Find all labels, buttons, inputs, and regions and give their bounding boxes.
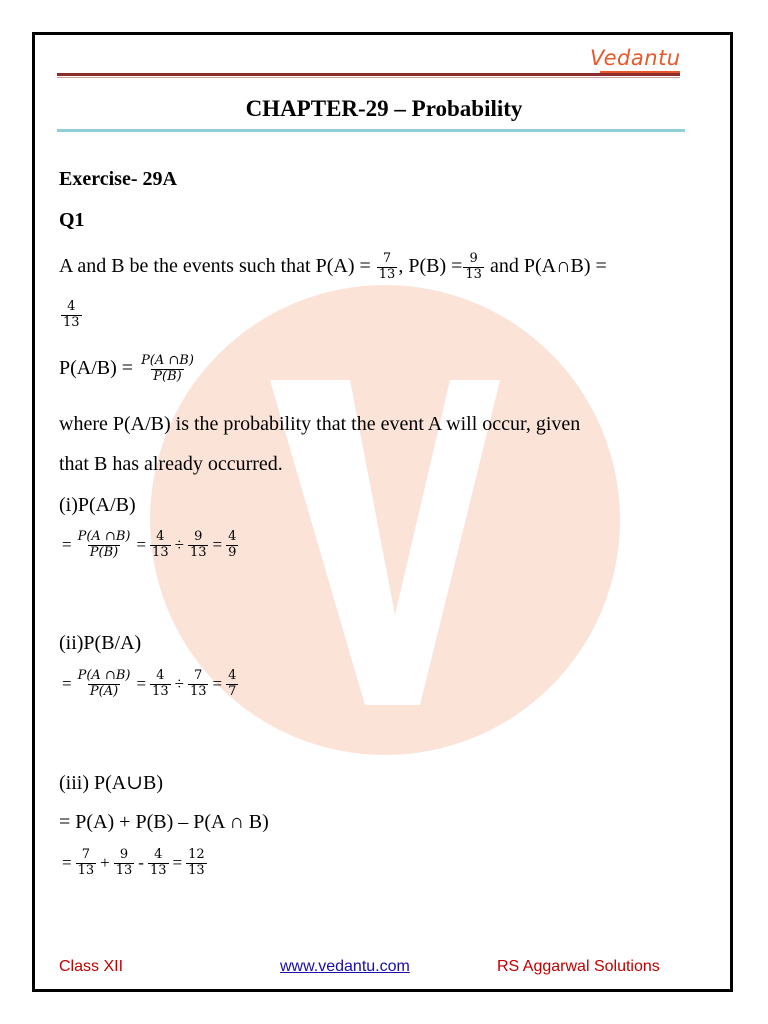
part-i-frac-3: $\frac{9}{13}$	[189, 529, 207, 560]
fraction-pab: $\frac{4}{13}$	[63, 299, 80, 330]
vedantu-logo: Vedantu	[590, 46, 681, 70]
fraction-pb: $\frac{9}{13}$	[465, 251, 482, 282]
part-iii-frac-3: $\frac{4}{13}$	[149, 847, 167, 878]
part-ii-frac-3: $\frac{7}{13}$	[189, 668, 207, 699]
footer-website-link[interactable]: www.vedantu.com	[280, 958, 410, 975]
part-i-frac-4: $\frac{4}{9}$	[228, 529, 237, 560]
intro-and: and P(A∩B) =	[489, 255, 607, 278]
part-iii-equation: = $\frac{7}{13}$ + $\frac{9}{13}$ - $\frac{4}{13}$ = $\frac{12}{13}$	[62, 847, 205, 878]
part-i-frac-2: $\frac{4}{13}$	[152, 529, 169, 560]
conditional-formula	[59, 354, 197, 385]
part-ii-frac-4: $\frac{4}{7}$	[228, 668, 237, 699]
part-ii-frac-2: $\frac{4}{13}$	[152, 668, 169, 699]
part-i-equation: = $\frac{P(A \cap B)}{P(B)}$ = $\frac{4}{13}$ ÷ $\frac{9}{13}$ = $\frac{4}{9}$	[62, 529, 237, 560]
fraction-pa: $\frac{7}{13}$	[378, 251, 396, 282]
header-rule-thin	[57, 77, 680, 78]
conditional-fraction: $\frac{P(A \cap B)}{P(B)}$	[141, 353, 194, 384]
part-ii-frac-1: $\frac{P(A \cap B)}{P(A)}$	[77, 668, 131, 699]
conditional-lhs: P(A/B) =	[59, 357, 134, 380]
footer-class: Class XII	[59, 958, 124, 975]
exercise-heading: Exercise- 29A	[59, 168, 177, 190]
part-i-label: (i)P(A/B)	[59, 494, 136, 516]
part-iii-frac-1: $\frac{7}{13}$	[77, 847, 95, 878]
intro-pb: , P(B) =	[398, 255, 463, 278]
part-iii-frac-4: $\frac{12}{13}$	[188, 847, 205, 878]
question-heading: Q1	[59, 209, 85, 231]
part-i-frac-1: $\frac{P(A \cap B)}{P(B)}$	[77, 529, 131, 560]
chapter-title: CHAPTER-29 – Probability	[245, 96, 523, 121]
explanation-line-2: that B has already occurred.	[59, 453, 283, 475]
footer-book-title: RS Aggarwal Solutions	[497, 958, 660, 975]
part-iii-line-1: = P(A) + P(B) – P(A ∩ B)	[59, 811, 269, 833]
part-ii-label: (ii)P(B/A)	[59, 632, 142, 654]
part-ii-equation: = $\frac{P(A \cap B)}{P(A)}$ = $\frac{4}{13}$ ÷ $\frac{7}{13}$ = $\frac{4}{7}$	[62, 668, 237, 699]
intro-line	[59, 252, 607, 283]
part-iii-frac-2: $\frac{9}{13}$	[115, 847, 133, 878]
header-rule	[57, 73, 680, 76]
title-rule	[57, 129, 685, 132]
fraction-pab-line	[60, 300, 83, 331]
intro-prefix: A and B be the events such that P(A) =	[59, 255, 371, 278]
explanation-line-1: where P(A/B) is the probability that the event A will occur, given	[59, 413, 581, 435]
part-iii-label: (iii) P(A∪B)	[59, 772, 163, 794]
